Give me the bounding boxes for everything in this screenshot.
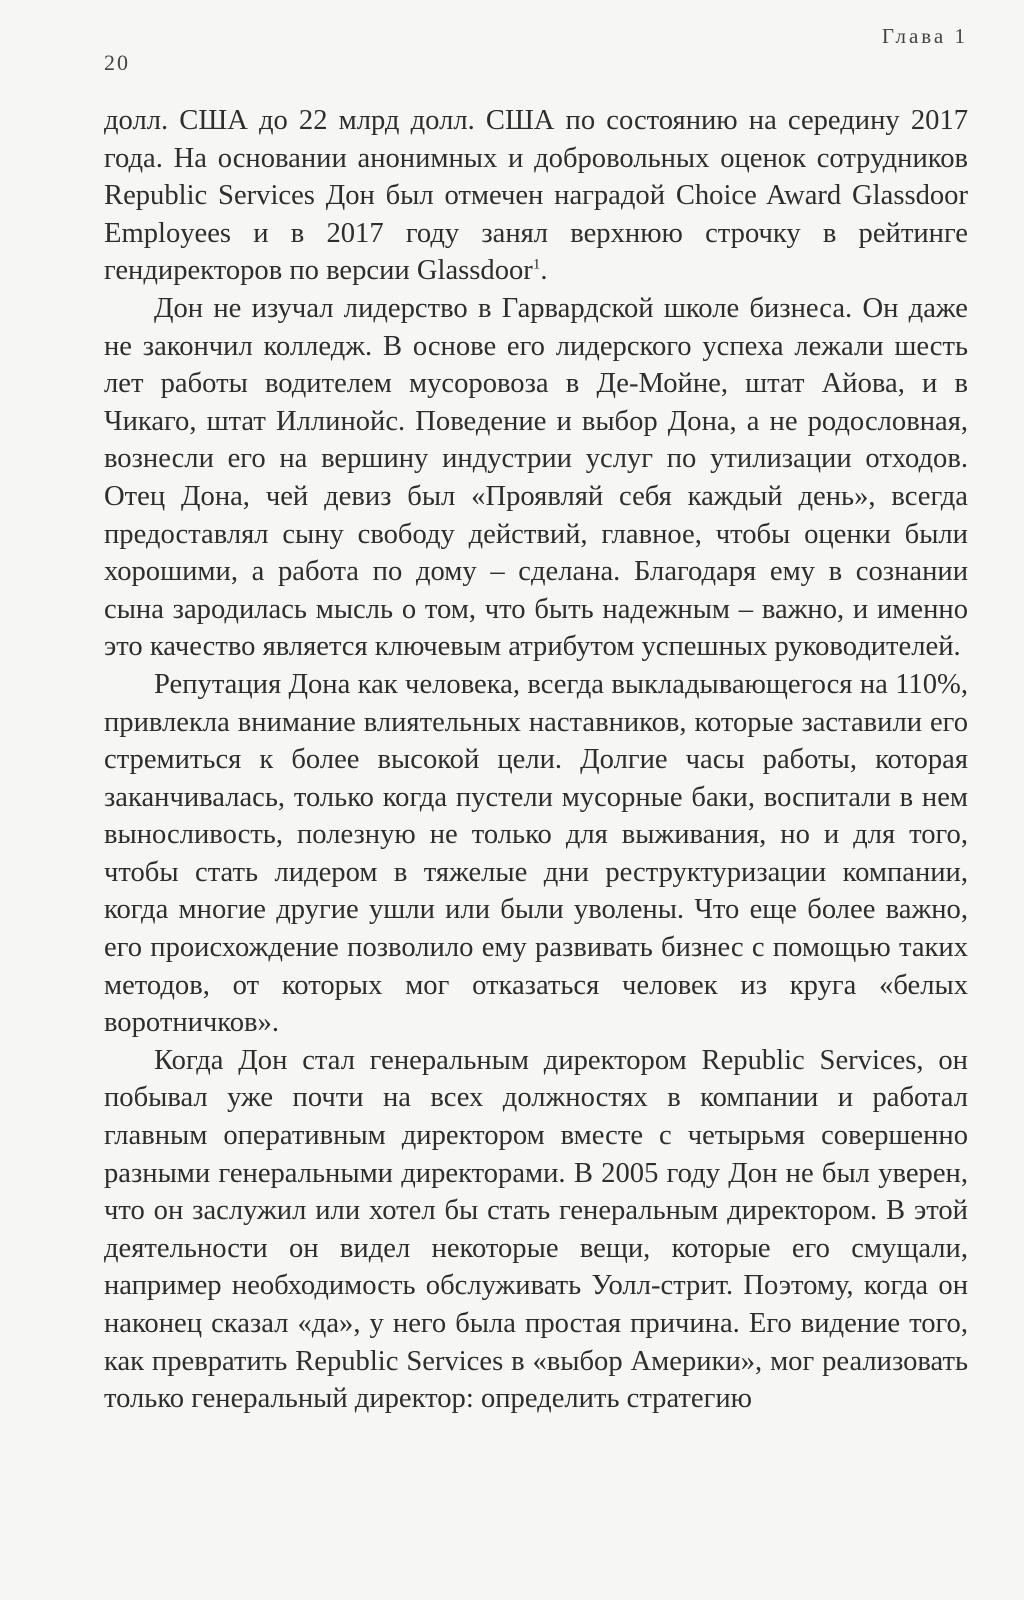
paragraph-1-text: долл. США до 22 млрд долл. США по состоянию на середину 2017 года. На основании анонимных и добровольных оценок сотрудников Republic Services Дон был отмечен наградой Choice Award Glassdoor Employees и в 2017 году занял верхнюю строчку в рейтинге гендиректоров по версии Glassdoor: [104, 105, 968, 287]
paragraph-3: Репутация Дона как человека, всегда выкладывающегося на 110%, привлекла внимание влиятельных наставников, которые заставили его стремиться к более высокой цели. Долгие часы работы, которая заканчивалась, только когда пустели мусорные баки, воспитали в нем выносливость, полезную не только для выживания, но и для того, чтобы стать лидером в тяжелые дни реструктуризации компании, когда многие другие ушли или были уволены. Что еще более важно, его происхождение позволило ему развивать бизнес с помощью таких методов, от которых мог отказаться человек из круга «белых воротничков».: [104, 668, 968, 1039]
chapter-title: Глава 1: [881, 24, 968, 48]
paragraph-2: Дон не изучал лидерство в Гарвардской школе бизнеса. Он даже не закончил колледж. В основе его лидерского успеха лежали шесть лет работы водителем мусоровоза в Де-Мойне, штат Айова, и в Чикаго, штат Иллинойс. Поведение и выбор Дона, а не родословная, вознесли его на вершину индустрии услуг по утилизации отходов. Отец Дона, чей девиз был «Проявляй себя каждый день», всегда предоставлял сыну свободу действий, главное, чтобы оценки были хорошими, а работа по дому – сделана. Благодаря ему в сознании сына зародилась мысль о том, что быть надежным – важно, и именно это качество является ключевым атрибутом успешных руководителей.: [104, 292, 968, 663]
page-number: 20: [104, 50, 130, 75]
running-head: [104, 24, 968, 102]
footnote-marker: 1: [532, 256, 541, 273]
paragraph-1-tail: .: [540, 255, 548, 287]
body-text: [104, 102, 968, 1418]
paragraph-4: Когда Дон стал генеральным директором Republic Services, он побывал уже почти на всех должностях в компании и работал главным оперативным директором вместе с четырьмя совершенно разными генеральными директорами. В 2005 году Дон не был уверен, что он заслужил или хотел бы стать генеральным директором. В этой деятельности он видел некоторые вещи, которые его смущали, например необходимость обслуживать Уолл-стрит. Поэтому, когда он наконец сказал «да», у него была простая причина. Его видение того, как превратить Republic Services в «выбор Америки», мог реализовать только генеральный директор: определить стратегию: [104, 1044, 968, 1415]
paragraph-1: [104, 102, 968, 290]
